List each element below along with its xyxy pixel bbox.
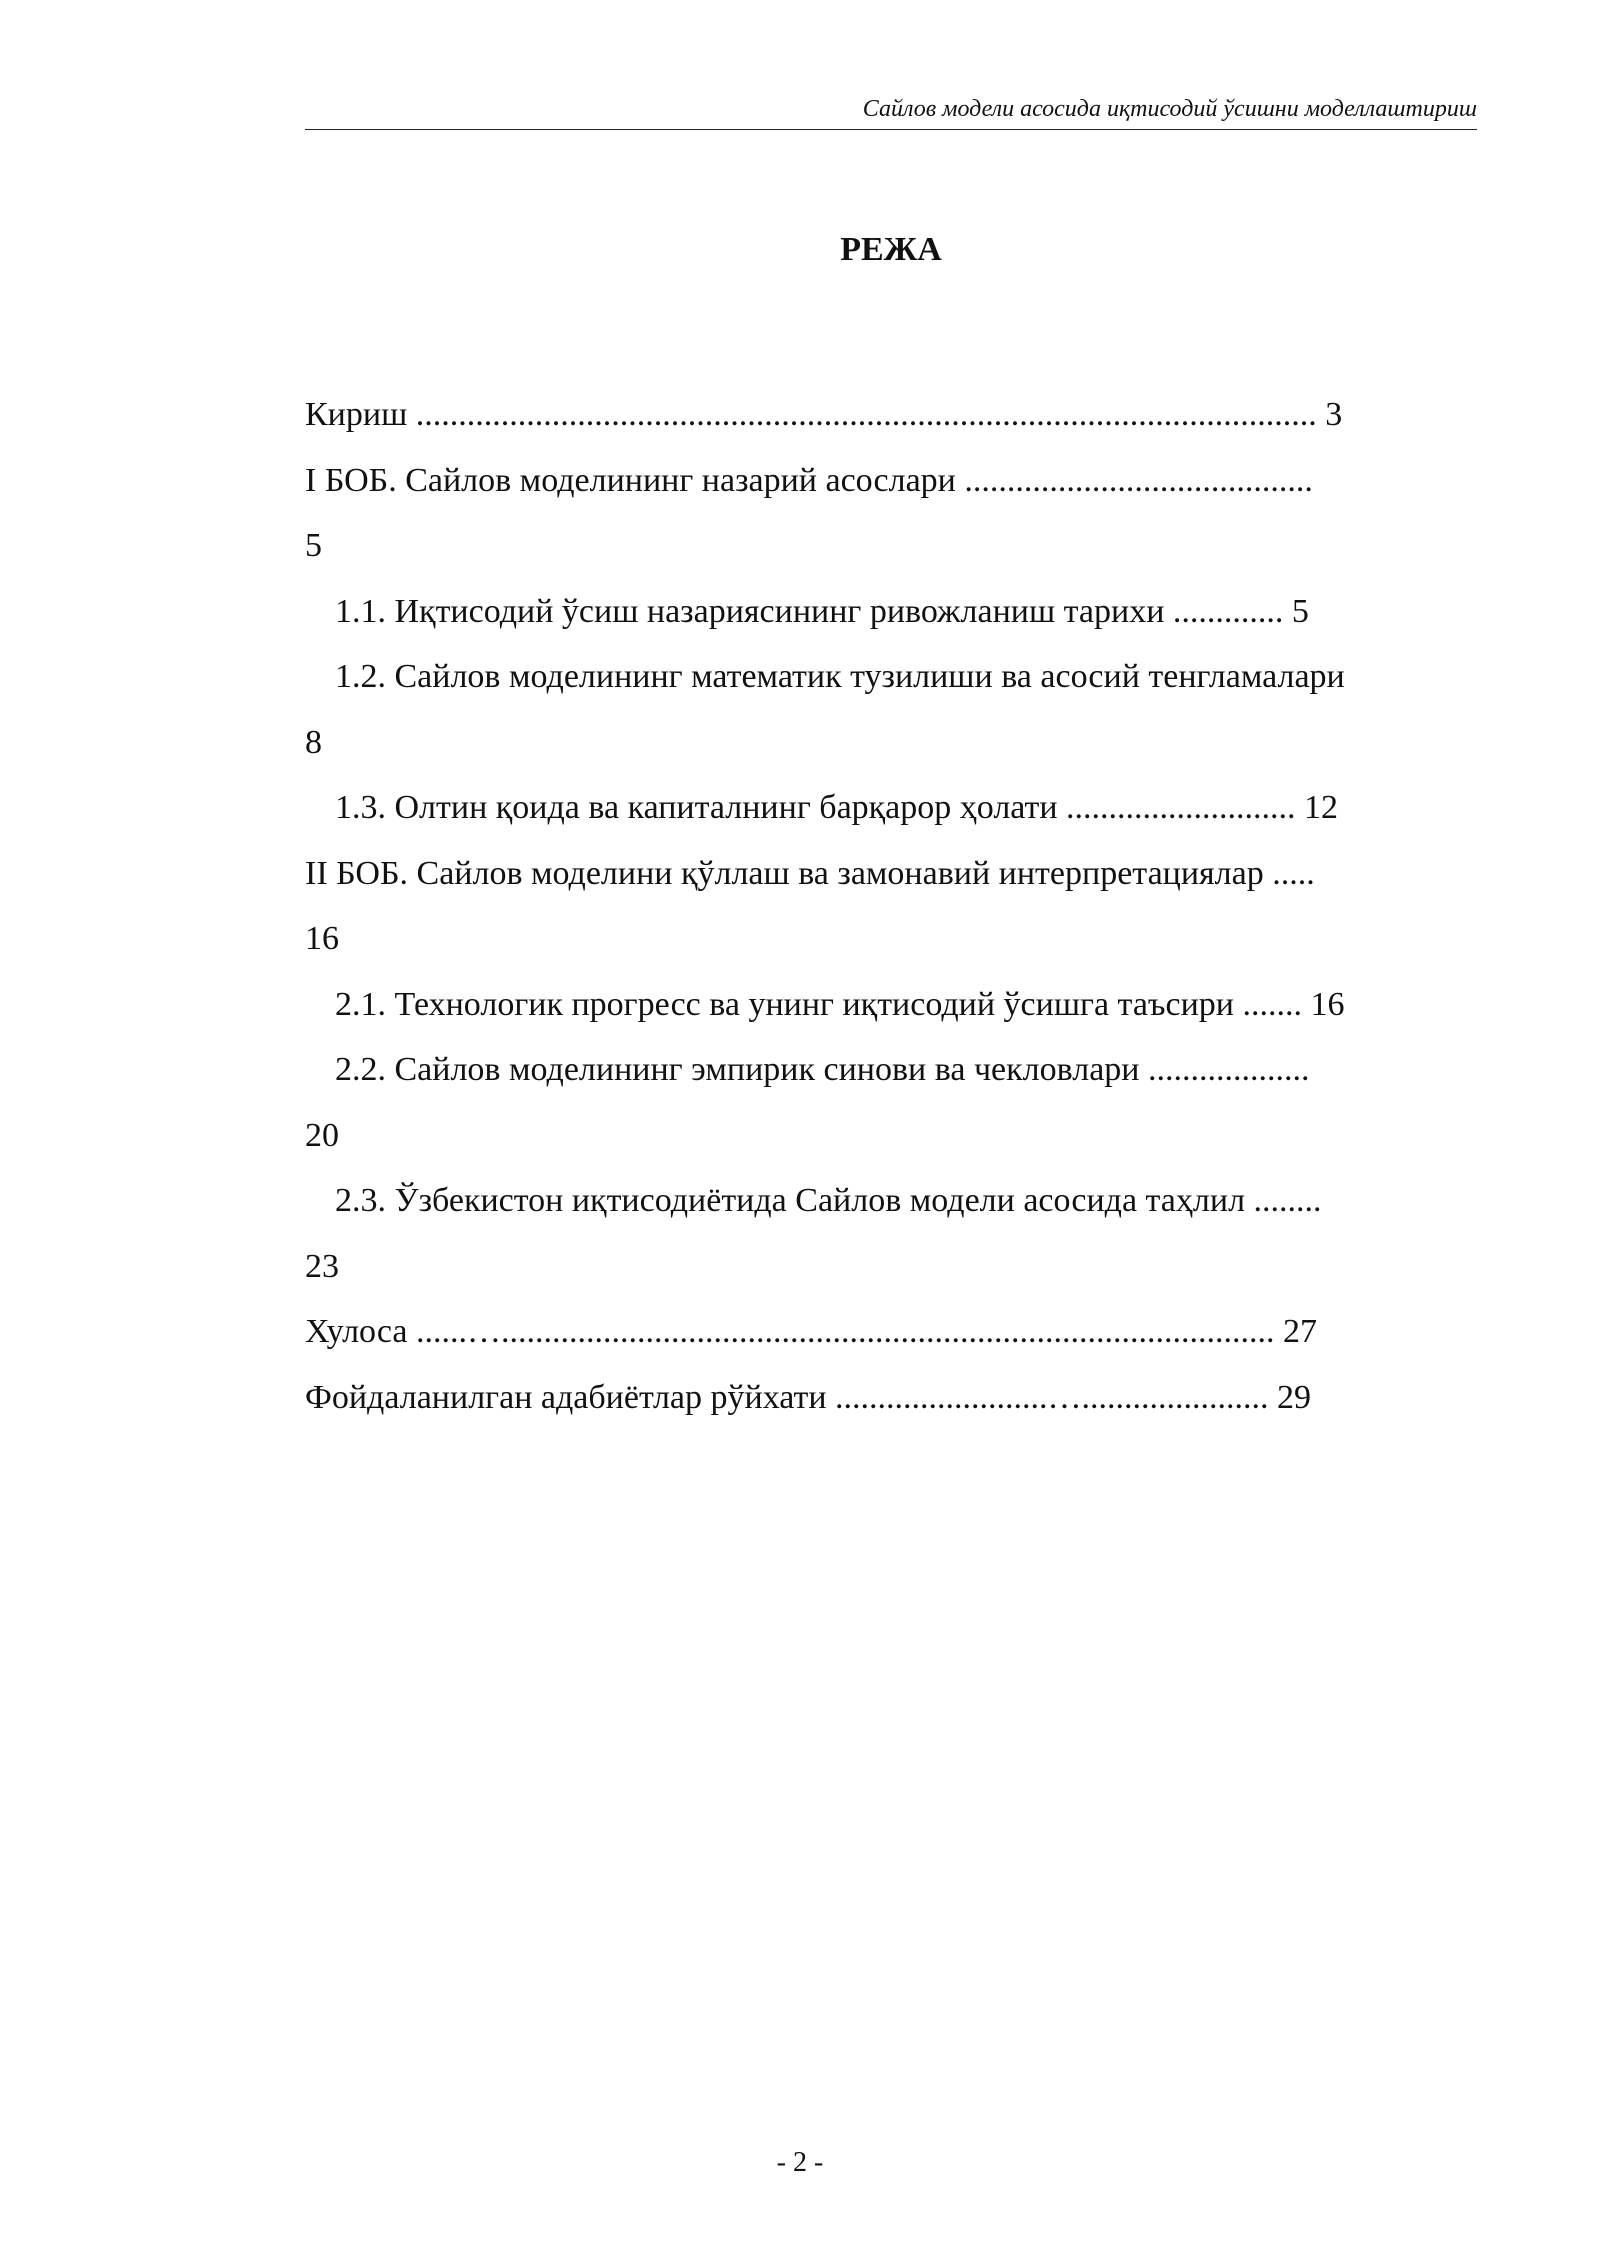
toc-entry-chapter-2: II БОБ. Сайлов моделини қўллаш ва замонавий интерпретациялар .....: [305, 854, 1315, 892]
running-header: Сайлов модели асосида иқтисодий ўсишни моделлаштириш: [862, 96, 1477, 122]
toc-page-number: 20: [305, 1116, 339, 1154]
toc-entry-section-1-3: 1.3. Олтин қоида ва капиталнинг барқарор ҳолати ........................... 12: [335, 789, 1339, 826]
toc-entry-introduction: Кириш .......................................................................................................... 3: [305, 396, 1343, 433]
toc-entry-section-1-2: 1.2. Сайлов моделининг математик тузилиши ва асосий тенгламалари: [335, 658, 1345, 695]
toc-entry-section-2-2: 2.2. Сайлов моделининг эмпирик синови ва чекловлари ...................: [335, 1051, 1310, 1088]
toc-entry-section-1-1: 1.1. Иқтисодий ўсиш назариясининг ривожланиш тарихи ............. 5: [335, 592, 1309, 630]
page-title: РЕЖА: [840, 231, 942, 268]
toc-entry-conclusion: Хулоса ......…........................................................................................... 27: [305, 1313, 1317, 1350]
toc-page-number: 16: [305, 920, 339, 957]
toc-page-number: 23: [305, 1247, 339, 1285]
toc-entry-section-2-1: 2.1. Технологик прогресс ва унинг иқтисодий ўсишга таъсири ....... 16: [335, 985, 1345, 1023]
toc-page-number: 8: [305, 723, 322, 761]
toc-entry-references: Фойдаланилган адабиётлар рўйхати .........................…...................... 29: [305, 1378, 1312, 1416]
header-rule: [305, 129, 1477, 130]
table-of-contents: [305, 382, 1477, 1430]
toc-entry-section-2-3: 2.3. Ўзбекистон иқтисодиётида Сайлов модели асосида таҳлил ........: [335, 1182, 1322, 1219]
toc-entry-chapter-1: I БОБ. Сайлов моделининг назарий асослари .........................................: [305, 461, 1313, 499]
toc-page-number: 5: [305, 527, 322, 564]
page-number: - 2 -: [776, 2147, 824, 2178]
